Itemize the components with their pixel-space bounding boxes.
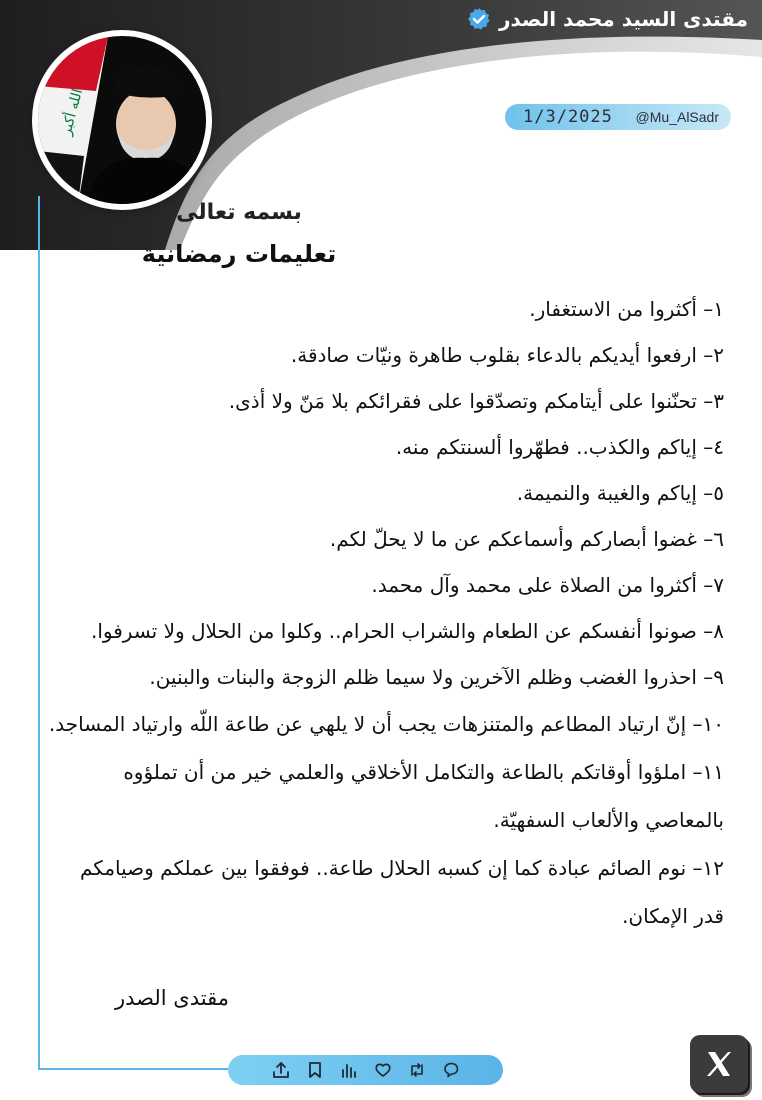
frame-bottom-line (38, 1068, 228, 1070)
post-meta-pill (505, 104, 731, 130)
like-icon[interactable] (373, 1060, 393, 1080)
views-icon[interactable] (339, 1060, 359, 1080)
list-item: ٨– صونوا أنفسكم عن الطعام والشراب الحرام.. وكلوا من الحلال ولا تسرفوا. (90, 619, 724, 643)
list-item: ٩– احذروا الغضب وظلم الآخرين ولا سيما ظلم الزوجة والبنات والبنين. (149, 665, 724, 689)
list-item: ٦– غضوا أبصاركم وأسماعكم عن ما لا يحلّ لكم. (329, 527, 724, 551)
post-heading: تعليمات رمضانية (141, 240, 337, 268)
instructions-list (44, 286, 724, 940)
list-item: ٣– تحنّنوا على أيتامكم وتصدّقوا على فقرائكم بلا مَنّ ولا أذى. (228, 389, 724, 413)
avatar-image (38, 36, 206, 204)
repost-icon[interactable] (407, 1060, 427, 1080)
avatar[interactable] (32, 30, 212, 210)
share-icon[interactable] (271, 1060, 291, 1080)
list-item: ١٠– إنّ ارتياد المطاعم والمتنزهات يجب أن لا يلهي عن طاعة اللّه وارتياد المساجد. (48, 712, 724, 736)
verified-badge-icon (467, 7, 491, 31)
basmala: بسمه تعالى (176, 200, 302, 225)
display-name[interactable]: مقتدى السيد محمد الصدر (498, 7, 748, 31)
account-name[interactable] (467, 4, 748, 34)
post-date: 1/3/2025 (523, 107, 613, 127)
list-item: ١– أكثروا من الاستغفار. (529, 297, 724, 321)
list-item: ٢– ارفعوا أيديكم بالدعاء بقلوب طاهرة ونيّات صادقة. (290, 343, 724, 367)
bookmark-icon[interactable] (305, 1060, 325, 1080)
list-item: ١١– املؤوا أوقاتكم بالطاعة والتكامل الأخلاقي والعلمي خير من أن تملؤوه بالمعاصي والألعاب السفهيّة. (123, 760, 724, 832)
reply-icon[interactable] (441, 1060, 461, 1080)
signature: مقتدى الصدر (115, 986, 229, 1010)
list-item: ٧– أكثروا من الصلاة على محمد وآل محمد. (371, 573, 724, 597)
x-logo-icon (690, 1035, 748, 1093)
svg-text:الله أكبر: الله أكبر (58, 87, 87, 138)
frame-left-line (38, 196, 40, 1070)
list-item: ٥– إياكم والغيبة والنميمة. (516, 481, 724, 505)
list-item: ١٢– نوم الصائم عبادة كما إن كسبه الحلال طاعة.. فوفقوا بين عملكم وصيامكم قدر الإمكان. (79, 856, 724, 928)
account-handle[interactable]: @Mu_AlSadr (635, 109, 719, 125)
list-item: ٤– إياكم والكذب.. فطهّروا ألسنتكم منه. (395, 435, 724, 459)
post-action-bar (228, 1055, 503, 1085)
